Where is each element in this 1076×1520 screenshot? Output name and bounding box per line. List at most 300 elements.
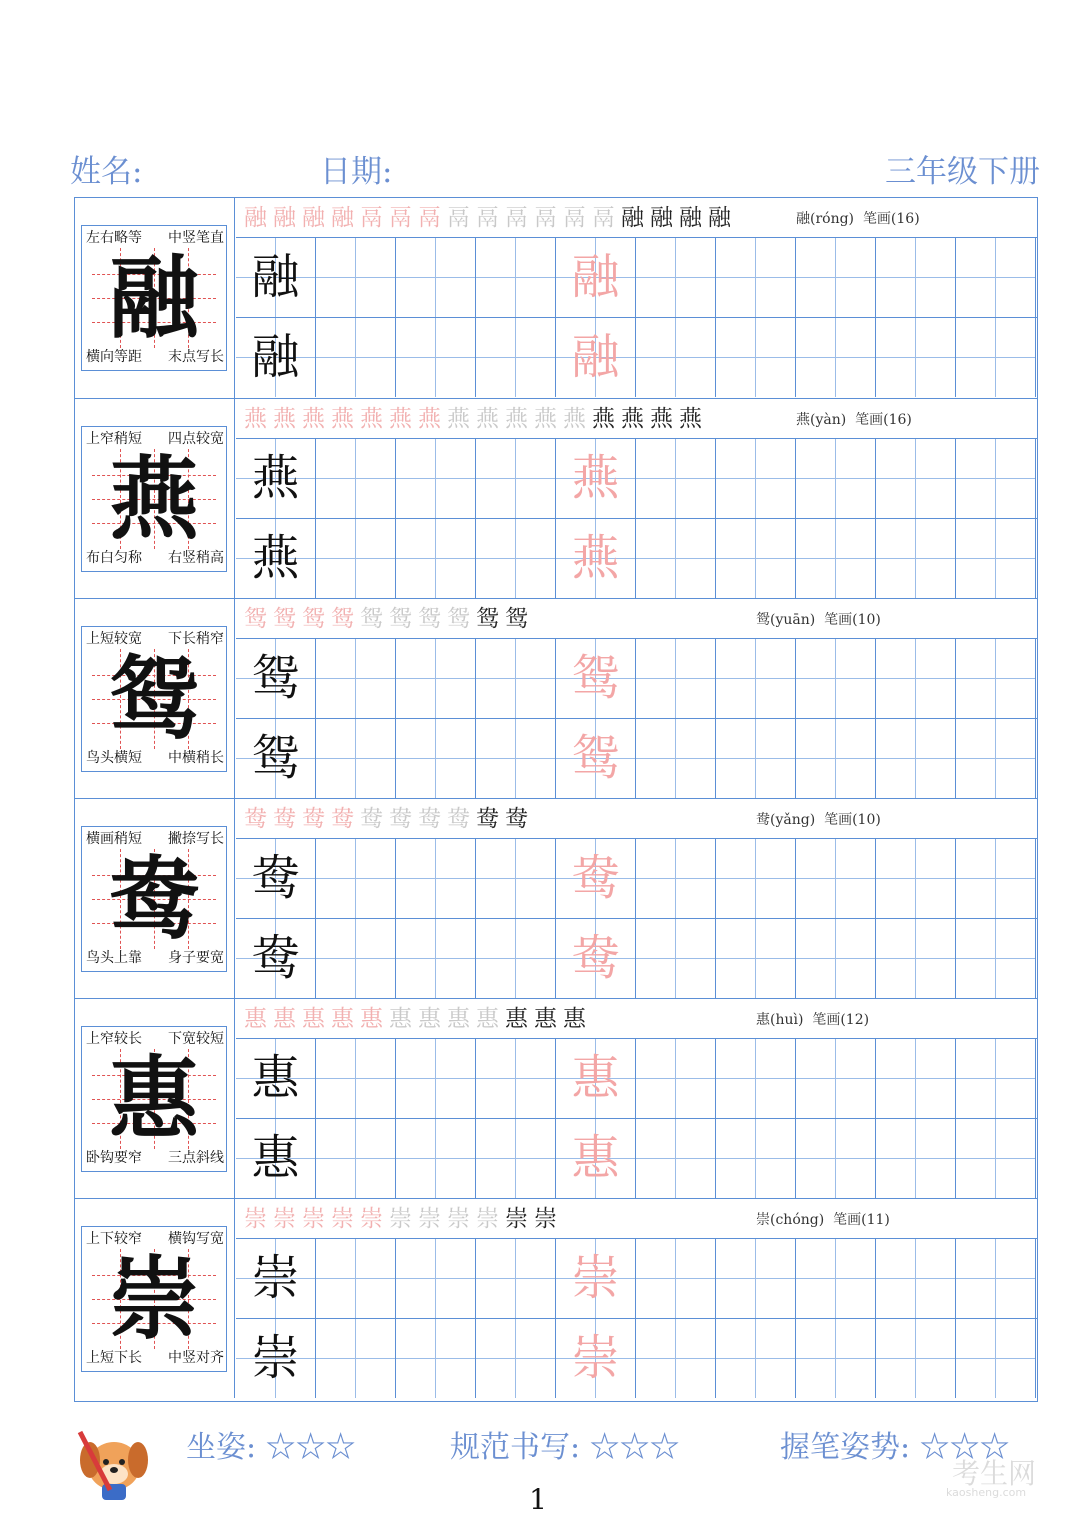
practice-cell[interactable] <box>396 318 476 397</box>
practice-char: 崇 <box>251 1250 300 1306</box>
stroke-step: 燕 <box>389 406 418 432</box>
model-column <box>75 599 235 798</box>
practice-row <box>236 839 1037 919</box>
practice-row <box>236 919 1037 999</box>
practice-cell[interactable] <box>636 439 716 518</box>
model-column <box>75 799 235 998</box>
stroke-step: 鸳 <box>476 606 505 632</box>
trace-char: 惠 <box>571 1130 620 1186</box>
model-column <box>75 399 235 598</box>
practice-cell[interactable] <box>716 1239 796 1318</box>
stroke-step: 鸳 <box>447 606 476 632</box>
practice-cell[interactable] <box>476 318 556 397</box>
practice-cell[interactable] <box>316 839 396 918</box>
practice-cell[interactable] <box>236 519 316 598</box>
practice-cell[interactable] <box>716 639 796 718</box>
stroke-step: 燕 <box>331 406 360 432</box>
practice-cell[interactable] <box>396 639 476 718</box>
practice-row <box>236 719 1037 799</box>
tip-bottom-right: 身子要宽 <box>168 950 224 966</box>
practice-char: 鸳 <box>251 730 300 786</box>
stroke-step: 惠 <box>360 1006 389 1032</box>
watermark-text: 考生网 <box>952 1457 1037 1490</box>
practice-cell[interactable] <box>876 318 956 397</box>
stroke-step: 融 <box>621 205 650 231</box>
watermark-url: kaosheng.com <box>946 1486 1027 1499</box>
practice-cell[interactable] <box>956 1239 1036 1318</box>
tip-bottom-right: 三点斜线 <box>168 1150 224 1166</box>
stroke-step: 鸯 <box>389 806 418 832</box>
tip-bottom-right: 中横稍长 <box>168 750 224 766</box>
tip-bottom-left: 鸟头上靠 <box>86 950 142 966</box>
practice-cell[interactable] <box>396 1239 476 1318</box>
tip-bottom-left: 横向等距 <box>86 349 142 365</box>
practice-row <box>236 1039 1037 1119</box>
stroke-step: 鸯 <box>476 806 505 832</box>
practice-row <box>236 238 1037 318</box>
model-char: 鸯 <box>109 846 199 952</box>
practice-cell[interactable] <box>236 1039 316 1118</box>
practice-cell[interactable] <box>876 519 956 598</box>
practice-cell[interactable] <box>716 1119 796 1198</box>
practice-cell[interactable] <box>556 839 636 918</box>
stroke-step: 融 <box>650 205 679 231</box>
practice-cell[interactable] <box>796 1239 876 1318</box>
practice-cell[interactable] <box>636 318 716 397</box>
stroke-order-row <box>236 198 1037 238</box>
practice-cell[interactable] <box>396 919 476 998</box>
practice-cell[interactable] <box>476 919 556 998</box>
tip-top-right: 中竖笔直 <box>168 230 224 246</box>
practice-cell[interactable] <box>956 238 1036 317</box>
stroke-step: 鸯 <box>360 806 389 832</box>
trace-char: 惠 <box>571 1050 620 1106</box>
practice-sheet <box>74 197 1038 1402</box>
writing-label: 规范书写: <box>450 1430 581 1465</box>
stroke-step: 燕 <box>418 406 447 432</box>
stroke-step: 鬲 <box>389 205 418 231</box>
stroke-step: 燕 <box>505 406 534 432</box>
trace-char: 崇 <box>571 1250 620 1306</box>
practice-char: 鸳 <box>251 650 300 706</box>
model-char: 融 <box>109 245 199 351</box>
practice-cell[interactable] <box>476 839 556 918</box>
practice-cell[interactable] <box>716 1319 796 1398</box>
practice-cell[interactable] <box>796 238 876 317</box>
model-column <box>75 999 235 1198</box>
stroke-step: 融 <box>244 205 273 231</box>
trace-char: 燕 <box>571 450 620 506</box>
model-char: 鸳 <box>109 646 199 752</box>
practice-cell[interactable] <box>396 1119 476 1198</box>
model-column <box>75 1199 235 1398</box>
practice-cell[interactable] <box>236 238 316 317</box>
trace-char: 鸯 <box>571 930 620 986</box>
tip-bottom-right: 右竖稍高 <box>168 550 224 566</box>
stroke-step: 惠 <box>418 1006 447 1032</box>
practice-cell[interactable] <box>956 1119 1036 1198</box>
practice-cell[interactable] <box>956 919 1036 998</box>
practice-cell[interactable] <box>636 839 716 918</box>
stroke-step: 燕 <box>476 406 505 432</box>
name-label: 姓名: <box>70 154 143 190</box>
stroke-step: 融 <box>708 205 737 231</box>
practice-cell[interactable] <box>476 1319 556 1398</box>
practice-cell[interactable] <box>396 439 476 518</box>
practice-cell[interactable] <box>316 1239 396 1318</box>
stroke-step: 鸳 <box>505 606 534 632</box>
posture-stars[interactable]: ☆☆☆ <box>265 1430 356 1465</box>
tip-top-left: 上下较窄 <box>86 1231 142 1247</box>
stroke-step: 崇 <box>331 1206 360 1232</box>
stroke-step: 惠 <box>505 1006 534 1032</box>
practice-cell[interactable] <box>316 639 396 718</box>
practice-cell[interactable] <box>476 719 556 798</box>
stroke-step: 燕 <box>534 406 563 432</box>
stroke-order-row <box>236 599 1037 639</box>
practice-cell[interactable] <box>956 839 1036 918</box>
practice-char: 融 <box>251 329 300 385</box>
grip-stars[interactable]: ☆☆☆ <box>919 1430 1010 1465</box>
model-card <box>81 1226 227 1372</box>
writing-stars[interactable]: ☆☆☆ <box>589 1430 680 1465</box>
practice-cell[interactable] <box>556 719 636 798</box>
char-section <box>75 998 1037 1198</box>
practice-cell[interactable] <box>956 1039 1036 1118</box>
stroke-step: 鸳 <box>360 606 389 632</box>
practice-cell[interactable] <box>316 238 396 317</box>
practice-cell[interactable] <box>876 1119 956 1198</box>
practice-cell[interactable] <box>556 1319 636 1398</box>
practice-cell[interactable] <box>396 1319 476 1398</box>
tip-top-right: 四点较宽 <box>168 431 224 447</box>
practice-cell[interactable] <box>876 639 956 718</box>
practice-cell[interactable] <box>556 1039 636 1118</box>
practice-cell[interactable] <box>396 238 476 317</box>
practice-cell[interactable] <box>876 839 956 918</box>
model-card <box>81 626 227 772</box>
stroke-step: 鬲 <box>447 205 476 231</box>
model-column <box>75 198 235 398</box>
tip-top-right: 下宽较短 <box>168 1031 224 1047</box>
stroke-step: 崇 <box>360 1206 389 1232</box>
char-section <box>75 1198 1037 1398</box>
char-stroke-count: 笔画(11) <box>833 1212 890 1228</box>
grip-label: 握笔姿势: <box>780 1430 911 1465</box>
stroke-step: 惠 <box>563 1006 592 1032</box>
tip-top-left: 左右略等 <box>86 230 142 246</box>
tip-top-right: 撇捺写长 <box>168 831 224 847</box>
stroke-step: 燕 <box>244 406 273 432</box>
practice-cell[interactable] <box>876 1239 956 1318</box>
posture-rating <box>186 1428 356 1468</box>
practice-cell[interactable] <box>396 519 476 598</box>
practice-cell[interactable] <box>956 639 1036 718</box>
practice-cell[interactable] <box>476 519 556 598</box>
trace-char: 融 <box>571 249 620 305</box>
practice-cell[interactable] <box>796 318 876 397</box>
practice-cell[interactable] <box>716 439 796 518</box>
practice-cell[interactable] <box>236 439 316 518</box>
stroke-step: 燕 <box>302 406 331 432</box>
practice-row <box>236 439 1037 519</box>
practice-cell[interactable] <box>956 1319 1036 1398</box>
practice-char: 融 <box>251 249 300 305</box>
stroke-step: 崇 <box>505 1206 534 1232</box>
practice-cell[interactable] <box>476 639 556 718</box>
practice-char: 惠 <box>251 1130 300 1186</box>
practice-cell[interactable] <box>956 719 1036 798</box>
stroke-step: 崇 <box>534 1206 563 1232</box>
stroke-step: 燕 <box>592 406 621 432</box>
practice-cell[interactable] <box>716 1039 796 1118</box>
model-char: 燕 <box>109 446 199 552</box>
practice-cell[interactable] <box>796 519 876 598</box>
practice-cell[interactable] <box>316 318 396 397</box>
char-section <box>75 598 1037 798</box>
model-char: 崇 <box>109 1246 199 1352</box>
practice-cell[interactable] <box>956 439 1036 518</box>
char-pinyin: 融(róng) <box>796 211 855 227</box>
tip-bottom-left: 上短下长 <box>86 1350 142 1366</box>
model-card <box>81 426 227 572</box>
practice-cell[interactable] <box>716 919 796 998</box>
stroke-step: 崇 <box>244 1206 273 1232</box>
practice-cell[interactable] <box>796 639 876 718</box>
practice-cell[interactable] <box>716 318 796 397</box>
practice-row <box>236 1239 1037 1319</box>
char-info <box>796 399 912 439</box>
practice-row <box>236 519 1037 599</box>
tip-top-left: 上短较宽 <box>86 631 142 647</box>
stroke-step: 燕 <box>273 406 302 432</box>
practice-cell[interactable] <box>236 719 316 798</box>
practice-cell[interactable] <box>236 318 316 397</box>
char-pinyin: 崇(chóng) <box>756 1212 825 1228</box>
practice-cell[interactable] <box>796 839 876 918</box>
practice-cell[interactable] <box>796 1119 876 1198</box>
practice-cell[interactable] <box>396 719 476 798</box>
stroke-step: 惠 <box>302 1006 331 1032</box>
stroke-step: 崇 <box>273 1206 302 1232</box>
practice-cell[interactable] <box>476 1239 556 1318</box>
stroke-step: 惠 <box>244 1006 273 1032</box>
stroke-step: 融 <box>331 205 360 231</box>
practice-cell[interactable] <box>476 439 556 518</box>
practice-cell[interactable] <box>556 1239 636 1318</box>
stroke-step: 崇 <box>389 1206 418 1232</box>
practice-cell[interactable] <box>796 919 876 998</box>
practice-cell[interactable] <box>876 919 956 998</box>
practice-cell[interactable] <box>876 1039 956 1118</box>
practice-cell[interactable] <box>236 1239 316 1318</box>
practice-char: 燕 <box>251 450 300 506</box>
practice-cell[interactable] <box>236 639 316 718</box>
stroke-step: 惠 <box>476 1006 505 1032</box>
practice-cell[interactable] <box>396 839 476 918</box>
char-stroke-count: 笔画(10) <box>824 812 881 828</box>
stroke-step: 惠 <box>331 1006 360 1032</box>
practice-cell[interactable] <box>636 639 716 718</box>
char-info <box>756 999 869 1039</box>
stroke-step: 鸯 <box>273 806 302 832</box>
tip-bottom-left: 卧钩要窄 <box>86 1150 142 1166</box>
practice-cell[interactable] <box>236 1319 316 1398</box>
tip-top-right: 横钩写宽 <box>168 1231 224 1247</box>
practice-cell[interactable] <box>556 1119 636 1198</box>
practice-cell[interactable] <box>716 238 796 317</box>
practice-cell[interactable] <box>556 318 636 397</box>
practice-char: 燕 <box>251 530 300 586</box>
practice-cell[interactable] <box>556 639 636 718</box>
char-section <box>75 198 1037 398</box>
trace-char: 鸳 <box>571 730 620 786</box>
char-info <box>756 799 881 839</box>
model-card <box>81 225 227 371</box>
stroke-step: 鬲 <box>592 205 621 231</box>
practice-cell[interactable] <box>476 1039 556 1118</box>
tip-top-left: 横画稍短 <box>86 831 142 847</box>
practice-cell[interactable] <box>236 919 316 998</box>
practice-cell[interactable] <box>636 519 716 598</box>
practice-cell[interactable] <box>316 1039 396 1118</box>
stroke-step: 惠 <box>534 1006 563 1032</box>
stroke-step: 鬲 <box>534 205 563 231</box>
tip-top-right: 下长稍窄 <box>168 631 224 647</box>
practice-cell[interactable] <box>636 1319 716 1398</box>
practice-char: 惠 <box>251 1050 300 1106</box>
stroke-step: 鬲 <box>563 205 592 231</box>
stroke-step: 鬲 <box>505 205 534 231</box>
char-stroke-count: 笔画(10) <box>824 612 881 628</box>
practice-cell[interactable] <box>796 1319 876 1398</box>
practice-cell[interactable] <box>716 719 796 798</box>
practice-cell[interactable] <box>556 919 636 998</box>
char-info <box>756 599 881 639</box>
practice-cell[interactable] <box>556 519 636 598</box>
tip-top-left: 上窄较长 <box>86 1031 142 1047</box>
practice-cell[interactable] <box>956 519 1036 598</box>
date-label: 日期: <box>320 154 393 190</box>
stroke-order-row <box>236 799 1037 839</box>
stroke-step: 燕 <box>447 406 476 432</box>
stroke-step: 鬲 <box>418 205 447 231</box>
practice-cell[interactable] <box>876 439 956 518</box>
practice-cell[interactable] <box>556 238 636 317</box>
stroke-step: 燕 <box>563 406 592 432</box>
stroke-step: 鸯 <box>505 806 534 832</box>
practice-cell[interactable] <box>316 1119 396 1198</box>
char-section <box>75 798 1037 998</box>
practice-cell[interactable] <box>316 919 396 998</box>
char-info <box>756 1199 890 1239</box>
practice-cell[interactable] <box>316 1319 396 1398</box>
stroke-step: 鸯 <box>447 806 476 832</box>
stroke-step: 鸳 <box>418 606 447 632</box>
practice-cell[interactable] <box>316 439 396 518</box>
tip-bottom-left: 鸟头横短 <box>86 750 142 766</box>
char-section <box>75 398 1037 598</box>
practice-row <box>236 1119 1037 1199</box>
stroke-step: 鸳 <box>331 606 360 632</box>
practice-cell[interactable] <box>876 238 956 317</box>
practice-cell[interactable] <box>476 1119 556 1198</box>
practice-char: 鸯 <box>251 930 300 986</box>
practice-cell[interactable] <box>796 719 876 798</box>
stroke-order-row <box>236 1199 1037 1239</box>
stroke-step: 鬲 <box>476 205 505 231</box>
stroke-order-row <box>236 399 1037 439</box>
practice-cell[interactable] <box>236 839 316 918</box>
char-pinyin: 鸳(yuān) <box>756 612 816 628</box>
practice-cell[interactable] <box>636 719 716 798</box>
stroke-order <box>244 599 534 639</box>
writing-rating <box>450 1428 680 1468</box>
practice-row <box>236 1319 1037 1399</box>
stroke-step: 鸳 <box>244 606 273 632</box>
tip-bottom-right: 中竖对齐 <box>168 1350 224 1366</box>
practice-cell[interactable] <box>236 1119 316 1198</box>
stroke-step: 鸯 <box>331 806 360 832</box>
stroke-step: 惠 <box>389 1006 418 1032</box>
practice-cell[interactable] <box>796 439 876 518</box>
trace-char: 燕 <box>571 530 620 586</box>
stroke-step: 鸳 <box>273 606 302 632</box>
practice-cell[interactable] <box>316 719 396 798</box>
trace-char: 鸯 <box>571 850 620 906</box>
practice-cell[interactable] <box>716 839 796 918</box>
practice-cell[interactable] <box>316 519 396 598</box>
char-pinyin: 燕(yàn) <box>796 412 847 428</box>
stroke-step: 燕 <box>650 406 679 432</box>
practice-cell[interactable] <box>876 719 956 798</box>
practice-cell[interactable] <box>396 1039 476 1118</box>
stroke-step: 崇 <box>447 1206 476 1232</box>
stroke-step: 鬲 <box>360 205 389 231</box>
stroke-step: 融 <box>679 205 708 231</box>
posture-label: 坐姿: <box>186 1430 257 1465</box>
stroke-order <box>244 799 534 839</box>
practice-cell[interactable] <box>636 238 716 317</box>
char-stroke-count: 笔画(16) <box>855 412 912 428</box>
grade-label: 三年级下册 <box>885 154 1040 190</box>
stroke-step: 鸳 <box>302 606 331 632</box>
char-stroke-count: 笔画(12) <box>812 1012 870 1028</box>
stroke-step: 融 <box>273 205 302 231</box>
tip-bottom-right: 末点写长 <box>168 349 224 365</box>
stroke-step: 鸯 <box>302 806 331 832</box>
practice-cell[interactable] <box>716 519 796 598</box>
practice-cell[interactable] <box>796 1039 876 1118</box>
practice-cell[interactable] <box>556 439 636 518</box>
stroke-step: 燕 <box>621 406 650 432</box>
practice-cell[interactable] <box>476 238 556 317</box>
practice-cell[interactable] <box>636 1239 716 1318</box>
tip-top-left: 上窄稍短 <box>86 431 142 447</box>
stroke-step: 融 <box>302 205 331 231</box>
stroke-step: 燕 <box>679 406 708 432</box>
practice-cell[interactable] <box>636 919 716 998</box>
model-card <box>81 1026 227 1172</box>
practice-cell[interactable] <box>956 318 1036 397</box>
practice-char: 鸯 <box>251 850 300 906</box>
practice-cell[interactable] <box>636 1039 716 1118</box>
practice-cell[interactable] <box>876 1319 956 1398</box>
stroke-order <box>244 198 737 238</box>
tip-bottom-left: 布白匀称 <box>86 550 142 566</box>
stroke-step: 鸯 <box>244 806 273 832</box>
practice-cell[interactable] <box>636 1119 716 1198</box>
